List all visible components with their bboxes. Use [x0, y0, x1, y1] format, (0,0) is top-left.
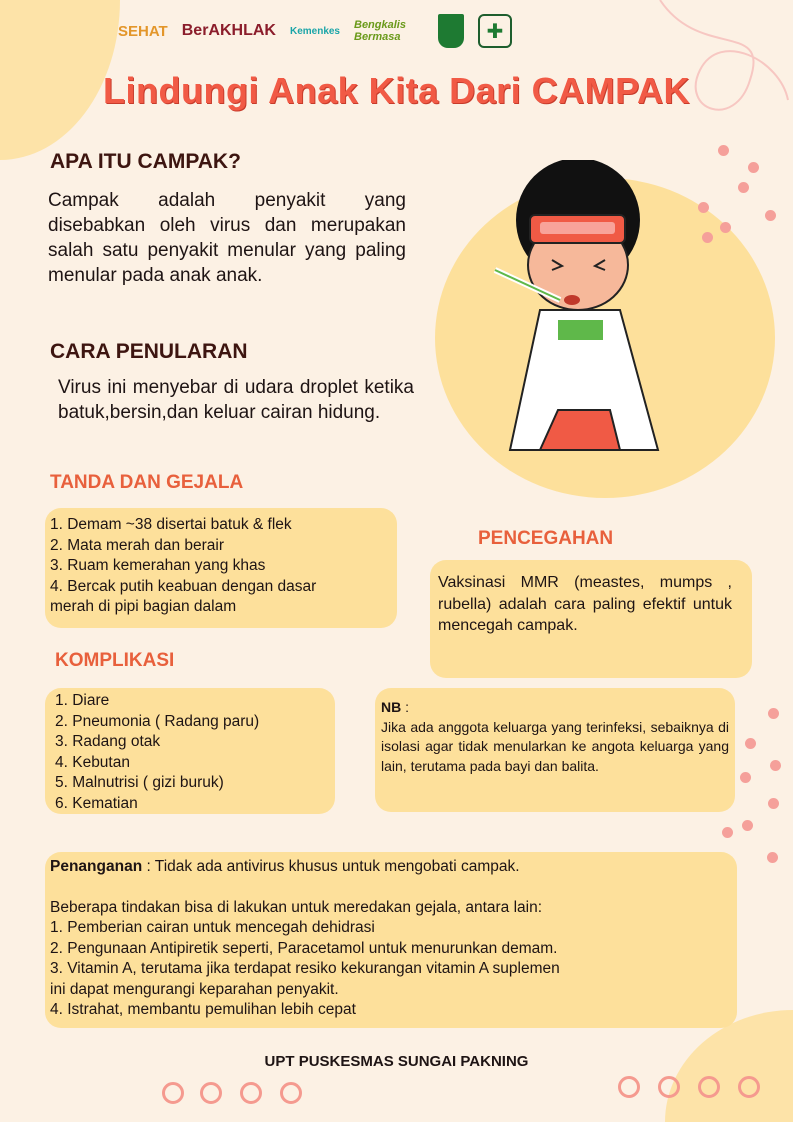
page-title: Lindungi Anak Kita Dari CAMPAK	[102, 70, 690, 111]
decor-dot	[770, 760, 781, 771]
decor-ring	[200, 1082, 222, 1104]
decor-dot	[702, 232, 713, 243]
heading-symptoms: TANDA DAN GEJALA	[50, 472, 244, 493]
complication-item: 3. Radang otak	[55, 733, 161, 750]
decor-dot	[722, 827, 733, 838]
decor-dot	[748, 162, 759, 173]
decor-ring	[658, 1076, 680, 1098]
decor-dot	[768, 708, 779, 719]
treatment-item: 3. Vitamin A, terutama jika terdapat resiko kekurangan vitamin A suplemen	[50, 960, 560, 977]
decor-ring	[162, 1082, 184, 1104]
heading-transmission: CARA PENULARAN	[50, 340, 248, 363]
transmission-text: Virus ini menyebar di udara droplet ketika batuk,bersin,dan keluar cairan hidung.	[58, 377, 414, 423]
complication-item: 6. Kematian	[55, 794, 138, 812]
decor-ring	[738, 1076, 760, 1098]
complications-box	[45, 688, 335, 814]
footer-org: UPT PUSKESMAS SUNGAI PAKNING	[264, 1053, 529, 1070]
decor-ring	[618, 1076, 640, 1098]
complication-item: 5. Malnutrisi ( gizi buruk)	[55, 774, 224, 791]
decor-dot	[740, 772, 751, 783]
treatment-intro: : Tidak ada antivirus khusus untuk mengobati campak.	[142, 858, 520, 875]
decor-dot	[738, 182, 749, 193]
prevention-text: Vaksinasi MMR (meastes, mumps , rubella) adalah cara paling efektif untuk mencegah campak.	[438, 574, 732, 634]
treatment-label: Penanganan	[50, 858, 143, 875]
prevention-box	[430, 560, 752, 678]
treatment-item: 4. Istrahat, membantu pemulihan lebih cepat	[50, 1001, 356, 1018]
decor-ring	[280, 1082, 302, 1104]
logo-berakhlak: BerAKHLAK	[181, 22, 276, 39]
puskesmas-cross-icon: ✚	[478, 14, 512, 48]
decor-dot	[698, 202, 709, 213]
treatment-item: ini dapat mengurangi keparahan penyakit.	[50, 980, 339, 998]
symptom-item: 1. Demam ~38 disertai batuk & flek	[50, 516, 292, 533]
treatment-item: 1. Pemberian cairan untuk mencegah dehidrasi	[50, 919, 375, 936]
treatment-box	[45, 852, 737, 1028]
nb-text: Jika ada anggota keluarga yang terinfeksi, sebaiknya di isolasi agar tidak menularkan ke angota keluarga yang lain, terutama pada bayi dan balita.	[381, 718, 729, 774]
decor-dot	[767, 852, 778, 863]
symptom-item: merah di pipi bagian dalam	[50, 598, 237, 615]
decor-dot	[745, 738, 756, 749]
logo-bengkalis: Bengkalis Bermasa	[354, 19, 406, 43]
logo-kemenkes: Kemenkes	[289, 25, 340, 37]
nb-box	[375, 688, 735, 812]
decor-ring	[698, 1076, 720, 1098]
nb-label: NB	[381, 699, 402, 715]
heading-complications: KOMPLIKASI	[55, 650, 175, 671]
symptom-item: 2. Mata merah dan berair	[50, 536, 225, 554]
sick-child-illustration	[480, 160, 680, 460]
symptom-item: 4. Bercak putih keabuan dengan dasar	[50, 577, 317, 595]
decor-dot	[718, 145, 729, 156]
decor-dot	[742, 820, 753, 831]
decor-dot	[765, 210, 776, 221]
logo-sehat: SEHAT	[118, 22, 168, 40]
complication-item: 1. Diare	[55, 692, 110, 709]
heading-what: APA ITU CAMPAK?	[50, 150, 241, 173]
regency-emblem-icon	[438, 14, 464, 48]
decor-ring	[240, 1082, 262, 1104]
decor-dot	[768, 798, 779, 809]
what-text: Campak adalah penyakit yang disebabkan oleh virus dan merupakan salah satu penyakit menular yang paling menular pada anak anak.	[48, 190, 406, 286]
treatment-lead: Beberapa tindakan bisa di lakukan untuk meredakan gejala, antara lain:	[50, 898, 543, 916]
complication-item: 4. Kebutan	[55, 753, 130, 771]
logo-bar	[118, 10, 512, 52]
decor-dot	[720, 222, 731, 233]
treatment-item: 2. Pengunaan Antipiretik seperti, Paracetamol untuk menurunkan demam.	[50, 939, 558, 957]
symptoms-box	[45, 508, 397, 628]
symptom-item: 3. Ruam kemerahan yang khas	[50, 557, 266, 574]
heading-prevention: PENCEGAHAN	[478, 528, 614, 549]
complication-item: 2. Pneumonia ( Radang paru)	[55, 712, 260, 730]
nb-sep: :	[401, 699, 410, 715]
